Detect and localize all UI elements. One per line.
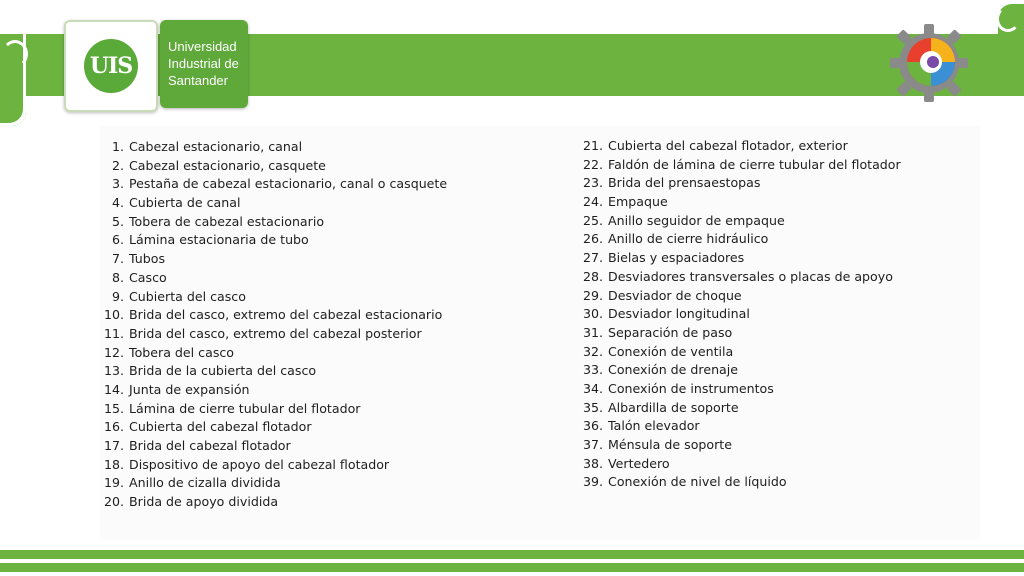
item-text: Bielas y espaciadores: [608, 250, 745, 266]
item-number: 15.: [104, 400, 125, 416]
list-item: [583, 268, 901, 287]
item-text: Conexión de nivel de líquido: [608, 474, 787, 490]
list-item: [104, 250, 447, 269]
list-item: [104, 400, 447, 419]
item-text: Anillo de cierre hidráulico: [608, 231, 769, 247]
item-number: 26.: [583, 231, 604, 247]
item-number: 22.: [583, 156, 604, 172]
item-text: Cubierta de canal: [129, 195, 241, 211]
list-item: [583, 193, 901, 212]
item-text: Lámina de cierre tubular del flotador: [129, 400, 361, 416]
item-number: 36.: [583, 418, 604, 434]
item-text: Cubierta del casco: [129, 288, 246, 304]
list-item: [583, 287, 901, 306]
item-number: 11.: [104, 325, 125, 341]
item-text: Brida de apoyo dividida: [129, 494, 279, 510]
list-item: [583, 380, 901, 399]
list-item: [583, 249, 901, 268]
list-item: [583, 156, 901, 175]
item-text: Cubierta del cabezal flotador: [129, 419, 312, 435]
university-name-box: [160, 20, 248, 108]
item-text: Desviador de choque: [608, 287, 742, 303]
list-item: [104, 325, 447, 344]
item-text: Lámina estacionaria de tubo: [129, 232, 309, 248]
list-item: [583, 324, 901, 343]
item-text: Casco: [129, 269, 167, 285]
item-text: Empaque: [608, 194, 668, 210]
list-item: [104, 175, 447, 194]
footer-stripe: [0, 563, 1024, 572]
list-item: [104, 418, 447, 437]
item-number: 9.: [111, 288, 124, 304]
list-item: [104, 456, 447, 475]
item-text: Cubierta del cabezal flotador, exterior: [608, 138, 848, 153]
item-number: 30.: [583, 306, 604, 322]
item-text: Desviadores transversales o placas de apoyo: [608, 268, 893, 284]
item-text: Conexión de ventila: [608, 343, 734, 359]
item-text: Tubos: [129, 251, 166, 267]
scroll-curl-right: [996, 6, 1020, 32]
item-text: Brida del casco, extremo del cabezal estacionario: [129, 307, 443, 323]
item-text: Brida del casco, extremo del cabezal posterior: [129, 325, 422, 341]
item-number: 32.: [583, 343, 604, 359]
item-number: 20.: [104, 494, 125, 510]
item-number: 27.: [583, 250, 604, 266]
item-number: 39.: [583, 474, 604, 490]
item-number: 18.: [104, 456, 125, 472]
item-number: 35.: [583, 399, 604, 415]
list-item: [583, 436, 901, 455]
item-text: Vertedero: [608, 455, 670, 471]
list-item: [583, 174, 901, 193]
item-text: Brida del prensaestopas: [608, 175, 761, 191]
list-item: [583, 399, 901, 418]
item-number: 6.: [111, 232, 124, 248]
uis-emblem-icon: UIS: [84, 39, 138, 93]
list-item: [104, 362, 447, 381]
item-text: Anillo seguidor de empaque: [608, 212, 785, 228]
item-number: 21.: [583, 138, 604, 153]
item-number: 7.: [111, 251, 124, 267]
item-number: 33.: [583, 362, 604, 378]
item-text: Junta de expansión: [129, 381, 250, 397]
parts-list-left: [104, 138, 447, 512]
item-number: 19.: [104, 475, 125, 491]
list-item: [104, 344, 447, 363]
item-text: Faldón de lámina de cierre tubular del flotador: [608, 156, 901, 172]
item-text: Brida de la cubierta del casco: [129, 363, 317, 379]
item-number: 5.: [111, 213, 124, 229]
gear-logo-icon: [886, 18, 972, 104]
item-text: Cabezal estacionario, canal: [129, 139, 303, 154]
item-number: 29.: [583, 287, 604, 303]
item-text: Anillo de cizalla dividida: [129, 475, 281, 491]
list-item: [104, 474, 447, 493]
item-number: 10.: [104, 307, 125, 323]
list-item: [583, 137, 901, 156]
list-item: [104, 157, 447, 176]
list-item: [104, 306, 447, 325]
item-number: 31.: [583, 324, 604, 340]
item-number: 14.: [104, 381, 125, 397]
item-number: 16.: [104, 419, 125, 435]
parts-list-right: [583, 137, 901, 492]
item-number: 38.: [583, 455, 604, 471]
item-text: Conexión de drenaje: [608, 362, 739, 378]
item-text: Ménsula de soporte: [608, 437, 732, 452]
item-text: Desviador longitudinal: [608, 306, 750, 322]
university-name-line: Santander: [168, 73, 228, 88]
list-item: [583, 305, 901, 324]
item-text: Tobera de cabezal estacionario: [129, 213, 325, 229]
list-item: [583, 230, 901, 249]
list-item: [583, 343, 901, 362]
list-item: [583, 212, 901, 231]
scroll-curl-left: [2, 40, 28, 68]
item-text: Albardilla de soporte: [608, 399, 739, 415]
item-number: 3.: [111, 176, 124, 192]
list-item: [104, 269, 447, 288]
item-text: Brida del cabezal flotador: [129, 438, 291, 453]
list-item: [104, 288, 447, 307]
item-text: Dispositivo de apoyo del cabezal flotador: [129, 456, 390, 472]
list-item: [583, 417, 901, 436]
list-item: [583, 361, 901, 380]
list-item: [104, 231, 447, 250]
item-number: 4.: [111, 195, 124, 211]
item-text: Pestaña de cabezal estacionario, canal o casquete: [129, 176, 448, 192]
item-number: 25.: [583, 212, 604, 228]
item-number: 8.: [111, 269, 124, 285]
item-text: Conexión de instrumentos: [608, 380, 774, 396]
item-text: Cabezal estacionario, casquete: [129, 157, 326, 173]
item-number: 28.: [583, 268, 604, 284]
list-item: [104, 493, 447, 512]
item-number: 13.: [104, 363, 125, 379]
item-text: Separación de paso: [608, 324, 733, 340]
footer-stripe: [0, 550, 1024, 559]
item-number: 17.: [104, 438, 125, 453]
list-item: [104, 194, 447, 213]
list-item: [583, 455, 901, 474]
item-number: 12.: [104, 344, 125, 360]
item-number: 37.: [583, 437, 604, 452]
item-number: 1.: [111, 139, 124, 154]
uis-logo: [64, 20, 158, 112]
list-item: [104, 381, 447, 400]
item-number: 2.: [111, 157, 124, 173]
list-item: [104, 138, 447, 157]
item-number: 23.: [583, 175, 604, 191]
list-item: [104, 213, 447, 232]
parts-list-panel: [100, 126, 980, 540]
list-item: [104, 437, 447, 456]
university-name-line: Universidad: [168, 39, 237, 54]
university-name-line: Industrial de: [168, 56, 239, 71]
item-text: Tobera del casco: [129, 344, 235, 360]
item-number: 34.: [583, 380, 604, 396]
item-text: Talón elevador: [608, 418, 700, 434]
list-item: [583, 473, 901, 492]
item-number: 24.: [583, 194, 604, 210]
